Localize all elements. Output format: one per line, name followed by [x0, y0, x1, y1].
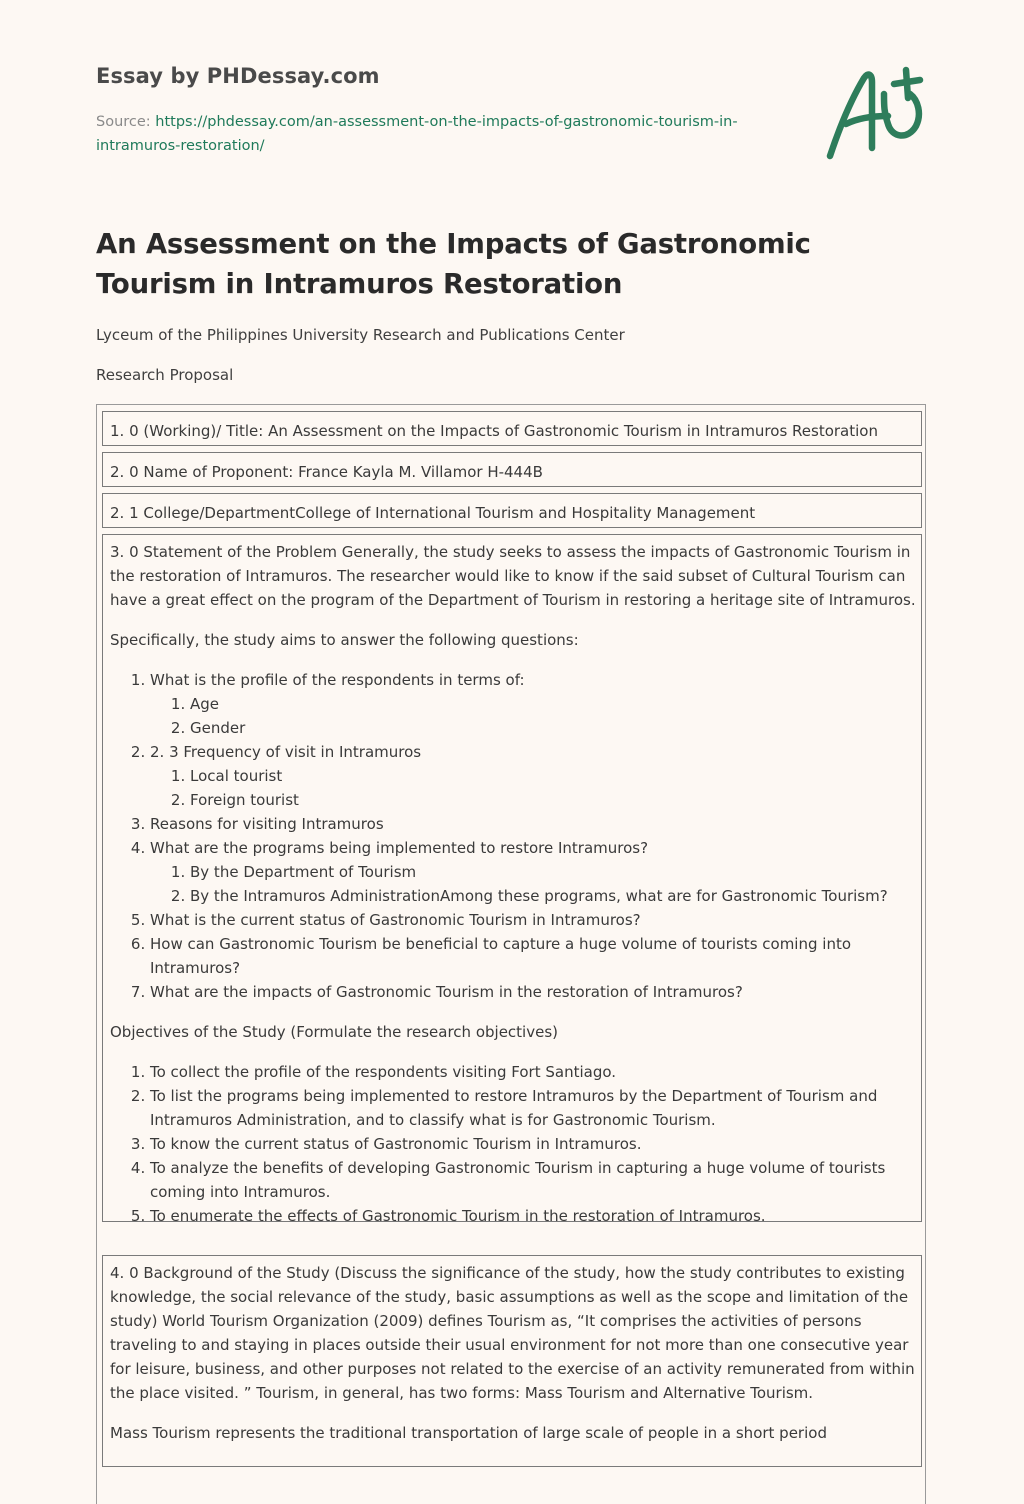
list-item: 2. By the Intramuros AdministrationAmong these programs, what are for Gastronomic Tourism?	[190, 884, 921, 908]
question-text: What is the profile of the respondents in terms of:	[150, 671, 525, 689]
list-item: 7. What are the impacts of Gastronomic Tourism in the restoration of Intramuros?	[150, 980, 921, 1004]
background-paragraph: Mass Tourism represents the traditional transportation of large scale of people in a short period	[110, 1424, 827, 1442]
list-item: 2. Gender	[190, 716, 921, 740]
document-title: An Assessment on the Impacts of Gastronomic Tourism in Intramuros Restoration	[96, 228, 811, 300]
document-type: Research Proposal	[96, 366, 234, 384]
title-row: 1. 0 (Working)/ Title: An Assessment on the Impacts of Gastronomic Tourism in Intramuros Restoration	[102, 411, 922, 446]
list-item: 5. What is the current status of Gastronomic Tourism in Intramuros?	[150, 908, 921, 932]
list-item: 6. How can Gastronomic Tourism be beneficial to capture a huge volume of tourists coming into Intramuros?	[150, 932, 921, 980]
statement-of-problem-cell	[102, 534, 922, 1225]
proponent-row: 2. 0 Name of Proponent: France Kayla M. Villamor H-444B	[102, 452, 922, 487]
list-item: 3. Reasons for visiting Intramuros	[150, 812, 921, 836]
list-item	[150, 836, 921, 908]
a-plus-logo-icon	[824, 66, 928, 166]
specific-questions-intro: Specifically, the study aims to answer the following questions:	[110, 631, 579, 649]
list-item: 1. Local tourist	[190, 764, 921, 788]
question-text: What are the programs being implemented to restore Intramuros?	[150, 839, 649, 857]
list-item: 5. To enumerate the effects of Gastronomic Tourism in the restoration of Intramuros.	[150, 1204, 921, 1228]
background-paragraph: 4. 0 Background of the Study (Discuss the significance of the study, how the study contributes to existing knowledge, the social relevance of the study, basic assumptions as well as the scope and limitation of the study) World Tourism Organization (2009) defines Tourism as, “It comprises the activities of persons traveling to and staying in places outside their usual environment for not more than one consecutive year for leisure, business, and other purposes not related to the exercise of an activity remunerated from within the place visited. ” Tourism, in general, has two forms: Mass Tourism and Alternative Tourism.	[110, 1264, 915, 1402]
institution: Lyceum of the Philippines University Research and Publications Center	[96, 326, 625, 344]
site-title: Essay by PHDessay.com	[96, 64, 380, 88]
statement-intro: 3. 0 Statement of the Problem Generally, the study seeks to assess the impacts of Gastronomic Tourism in the restoration of Intramuros. The researcher would like to know if the said subset of Cultural Tourism can have a great effect on the program of the Department of Tourism in restoring a heritage site of Intramuros.	[110, 543, 916, 609]
question-text: 2. 3 Frequency of visit in Intramuros	[150, 743, 422, 761]
list-item: 2. To list the programs being implemented to restore Intramuros by the Department of Tourism and Intramuros Administration, and to classify what is for Gastronomic Tourism.	[150, 1084, 921, 1132]
questions-list	[110, 668, 921, 1004]
list-item	[150, 740, 921, 812]
objectives-heading: Objectives of the Study (Formulate the research objectives)	[110, 1023, 558, 1041]
list-item: 1. By the Department of Tourism	[190, 860, 921, 884]
proposal-table	[96, 404, 926, 1504]
list-item: 1. Age	[190, 692, 921, 716]
list-item: 2. Foreign tourist	[190, 788, 921, 812]
list-item: 3. To know the current status of Gastronomic Tourism in Intramuros.	[150, 1132, 921, 1156]
sub-list	[150, 764, 921, 812]
sub-list	[150, 860, 921, 908]
list-item: 4. To analyze the benefits of developing Gastronomic Tourism in capturing a huge volume of tourists coming into Intramuros.	[150, 1156, 921, 1204]
objectives-list	[110, 1060, 921, 1228]
list-item	[150, 668, 921, 740]
sub-list	[150, 692, 921, 740]
list-item: 1. To collect the profile of the respondents visiting Fort Santiago.	[150, 1060, 921, 1084]
college-row: 2. 1 College/DepartmentCollege of International Tourism and Hospitality Management	[102, 493, 922, 528]
source-link[interactable]: https://phdessay.com/an-assessment-on-the-impacts-of-gastronomic-tourism-in-intramuros-restoration/	[96, 114, 738, 154]
background-cell	[102, 1255, 922, 1467]
source-line	[96, 110, 756, 158]
source-label: Source:	[96, 114, 151, 130]
